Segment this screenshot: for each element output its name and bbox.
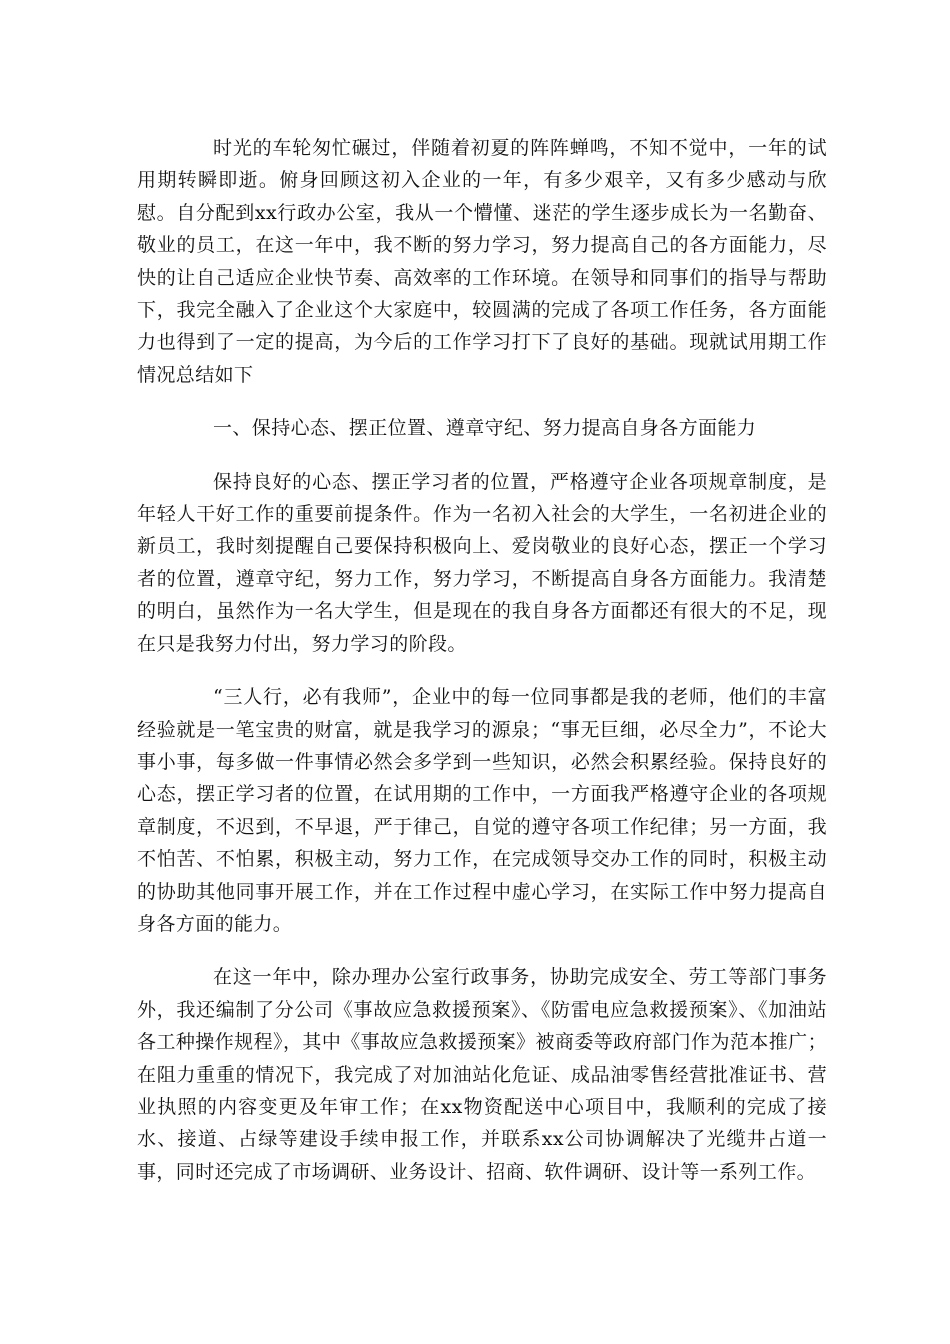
- paragraph-attitude: 保持良好的心态、摆正学习者的位置，严格遵守企业各项规章制度，是年轻人干好工作的重要前提条件。作为一名初入社会的大学生，一名初进企业的新员工，我时刻提醒自己要保持积极向上、爱岗敬业的良好心态，摆正一个学习者的位置，遵章守纪，努力工作，努力学习，不断提高自身各方面能力。我清楚的明白，虽然作为一名大学生，但是现在的我自身各方面都还有很大的不足，现在只是我努力付出，努力学习的阶段。: [137, 470, 827, 655]
- document-body: [137, 132, 827, 1209]
- section-heading-1: 一、保持心态、摆正位置、遵章守纪、努力提高自身各方面能力: [213, 417, 757, 440]
- paragraph-learning: “三人行，必有我师”，企业中的每一位同事都是我的老师，他们的丰富经验就是一笔宝贵的财富，就是我学习的源泉；“事无巨细，必尽全力”，不论大事小事，每多做一件事情必然会多学到一些知识，必然会积累经验。保持良好的心态，摆正学习者的位置，在试用期的工作中，一方面我严格遵守企业的各项规章制度，不迟到，不早退，严于律己，自觉的遵守各项工作纪律；另一方面，我不怕苦、不怕累，积极主动，努力工作，在完成领导交办工作的同时，积极主动的协助其他同事开展工作，并在工作过程中虚心学习，在实际工作中努力提高自身各方面的能力。: [137, 686, 827, 935]
- paragraph-achievements: 在这一年中，除办理办公室行政事务，协助完成安全、劳工等部门事务外，我还编制了分公司《事故应急救援预案》、《防雷电应急救援预案》、《加油站各工种操作规程》，其中《事故应急救援预案》被商委等政府部门作为范本推广；在阻力重重的情况下，我完成了对加油站化危证、成品油零售经营批准证书、营业执照的内容变更及年审工作；在xx物资配送中心项目中，我顺利的完成了接水、接道、占绿等建设手续申报工作，并联系xx公司协调解决了光缆井占道一事，同时还完成了市场调研、业务设计、招商、软件调研、设计等一系列工作。: [137, 966, 827, 1183]
- paragraph-intro: 时光的车轮匆忙碾过，伴随着初夏的阵阵蝉鸣，不知不觉中，一年的试用期转瞬即逝。俯身回顾这初入企业的一年，有多少艰辛，又有多少感动与欣慰。自分配到xx行政办公室，我从一个懵懂、迷茫的学生逐步成长为一名勤奋、敬业的员工，在这一年中，我不断的努力学习，努力提高自己的各方面能力，尽快的让自己适应企业快节奏、高效率的工作环境。在领导和同事们的指导与帮助下，我完全融入了企业这个大家庭中，较圆满的完成了各项工作任务，各方面能力也得到了一定的提高，为今后的工作学习打下了良好的基础。现就试用期工作情况总结如下: [137, 137, 827, 386]
